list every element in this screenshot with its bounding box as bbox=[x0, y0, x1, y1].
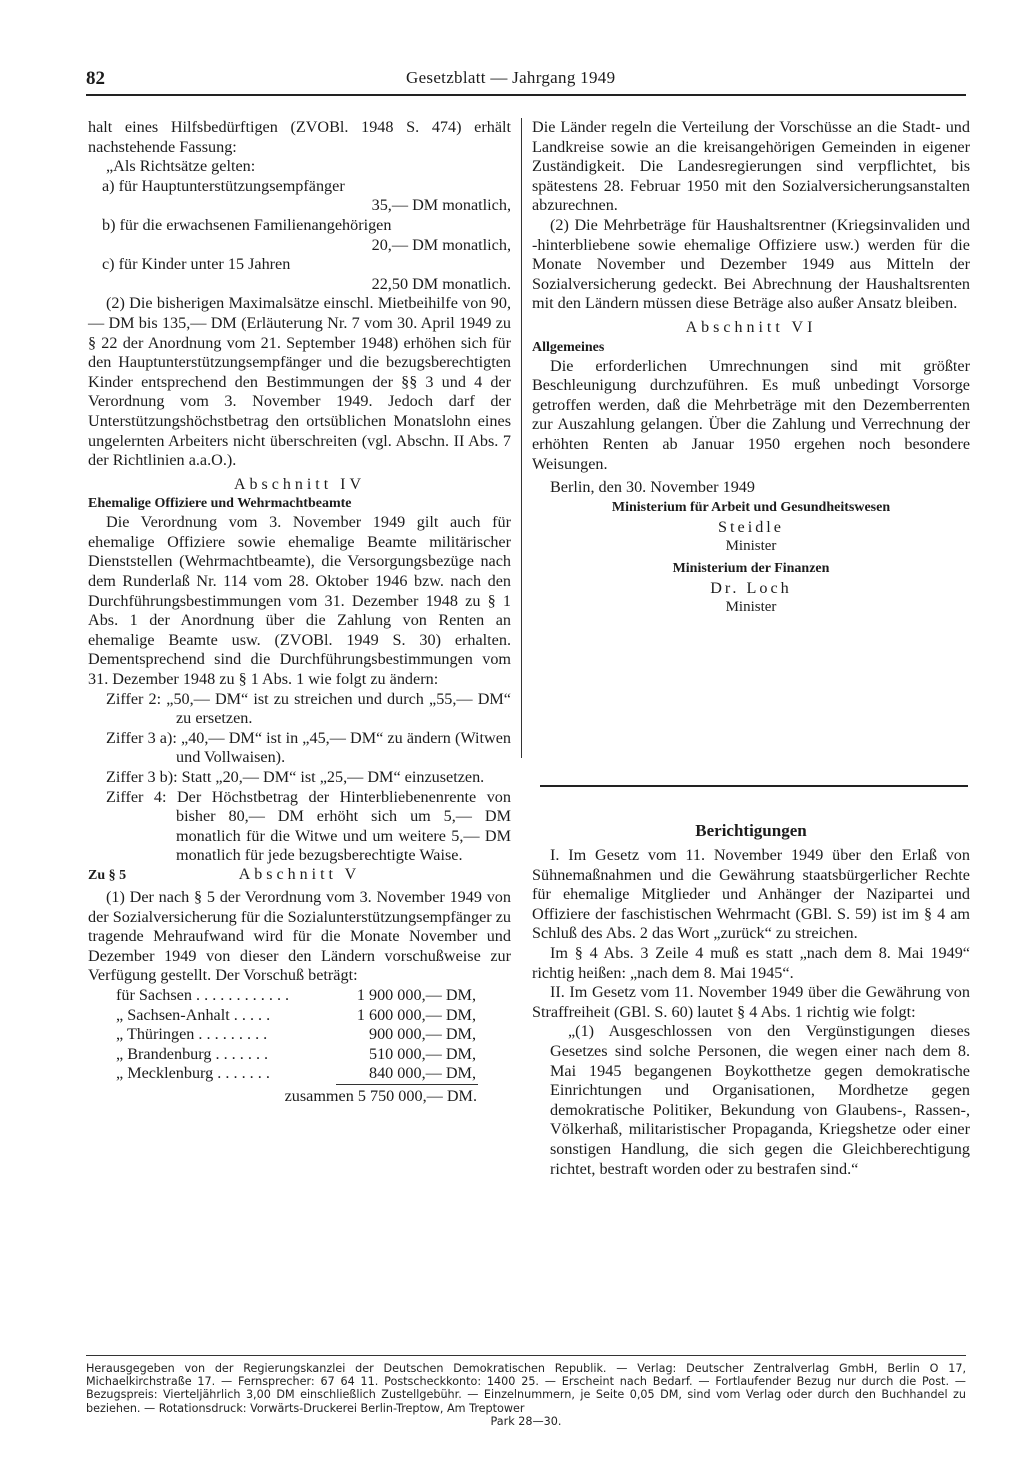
ministry-finance: Ministerium der Finanzen bbox=[672, 560, 830, 576]
state-amount: 840 000,— DM, bbox=[368, 1064, 476, 1083]
right-column bbox=[532, 118, 970, 616]
item-c-amount: 22,50 DM monatlich. bbox=[371, 274, 511, 293]
table-row bbox=[116, 1006, 476, 1026]
item-b-amount: 20,— DM monatlich, bbox=[371, 235, 511, 254]
table-row bbox=[116, 986, 476, 1006]
berichtigung-1: I. Im Gesetz vom 11. November 1949 über den Erlaß von Sühnemaßnahmen und die Gewährung staatsbürgerlicher Rechte für ehemalige Mitglieder und Anhänger der Nazipartei und Offiziere der faschistischen Wehrmacht (GBl. S. 59) ist im § 4 am Schluß des Abs. 2 das Wort „zurück“ zu streichen. bbox=[532, 846, 970, 943]
imprint-text: Herausgegeben von der Regierungskanzlei der Deutschen Demokratischen Republik. — Verlag: Deutscher Zentralverlag GmbH, Berlin O 17, Michaelkirchstraße 17. — Fernsprecher: 67 64 11. Postscheckkonto: 1400 25. — Erscheint nach Bedarf. — Fortlaufender Bezug nur durch die Post. — Bezugspreis: Vierteljährlich 3,00 DM einschließlich Zustellgebühr. — Einzelnummern, je Seite 0,05 DM, sind vom Verlag oder durch den Buchhandel zu beziehen. — Rotationsdruck: Vorwärts-Druckerei Berlin-Treptow, Am Treptower bbox=[86, 1362, 966, 1415]
imprint-footer bbox=[86, 1362, 966, 1428]
role-minister-1: Minister bbox=[725, 537, 777, 554]
header-rule bbox=[86, 94, 966, 96]
ziffer-3a: Ziffer 3 a): „40,— DM“ ist in „45,— DM“ zu ändern (Witwen und Vollwaisen). bbox=[106, 728, 511, 767]
signatory-steidle: Steidle bbox=[718, 517, 784, 536]
berichtigungen-separator bbox=[540, 785, 968, 787]
paragraph-vi: Die erforderlichen Umrechnungen sind mit größter Beschleunigung durchzuführen. Es muß unbedingt Vorsorge getroffen werden, daß die Mehrbeträge mit den Dezemberrenten zur Auszahlung gelangen. Über die Zahlung und Verrechnung der erhöhten Renten ab Januar 1950 ergehen noch besondere Weisungen. bbox=[532, 356, 970, 473]
journal-title: Gesetzblatt — Jahrgang 1949 bbox=[406, 68, 616, 87]
page-number: 82 bbox=[86, 68, 105, 89]
berichtigung-1b: Im § 4 Abs. 3 Zeile 4 muß es statt „nach dem 8. Mai 1949“ richtig heißen: „nach dem 8. Mai 1945“. bbox=[532, 943, 970, 982]
state-amount: 900 000,— DM, bbox=[368, 1025, 476, 1044]
date-line: Berlin, den 30. November 1949 bbox=[550, 478, 755, 497]
intro-paragraph: halt eines Hilfsbedürftigen (ZVOBl. 1948 S. 474) erhält nachstehende Fassung: bbox=[88, 118, 511, 156]
item-c: c) für Kinder unter 15 Jahren bbox=[102, 255, 291, 274]
state-label: „ Sachsen-Anhalt . . . . . bbox=[116, 1005, 271, 1024]
table-row bbox=[116, 1025, 476, 1045]
section-v-heading-row bbox=[88, 866, 511, 888]
footer-rule bbox=[86, 1355, 966, 1356]
left-column bbox=[88, 118, 511, 1107]
section-heading-iv: Abschnitt IV bbox=[233, 475, 366, 493]
subheading-vi: Allgemeines bbox=[532, 339, 605, 355]
berichtigung-2: II. Im Gesetz vom 11. November 1949 über die Gewährung von Straffreiheit (GBl. S. 60) lautet § 4 Abs. 1 richtig wie folgt: bbox=[532, 983, 970, 1021]
item-b: b) für die erwachsenen Familienangehörigen bbox=[102, 215, 392, 234]
berichtigungen-title: Berichtigungen bbox=[695, 821, 807, 840]
sum-total: zusammen 5 750 000,— DM. bbox=[284, 1086, 477, 1105]
imprint-last-line: Park 28—30. bbox=[490, 1414, 562, 1428]
paragraph-haushaltsrentner: (2) Die Mehrbeträge für Haushaltsrentner (Kriegsinvaliden und -hinterbliebene sowie ehemalige Offiziere usw.) werden für die Monate November und Dezember 1949 aus Mitteln der Sozialversicherung gedeckt. Bei Abrechnung der Haushaltsrenten mit den Ländern müssen diese Beträge also außer Ansatz bleiben. bbox=[532, 215, 970, 313]
state-label: für Sachsen . . . . . . . . . . . . bbox=[116, 985, 290, 1004]
state-label: „ Brandenburg . . . . . . . bbox=[116, 1044, 269, 1063]
item-a-amount: 35,— DM monatlich, bbox=[371, 196, 511, 215]
vorschuss-table bbox=[116, 986, 476, 1084]
item-a: a) für Hauptunterstützungsempfänger bbox=[102, 176, 345, 195]
state-label: „ Thüringen . . . . . . . . . bbox=[116, 1025, 268, 1044]
state-amount: 510 000,— DM, bbox=[368, 1044, 476, 1063]
ziffer-2: Ziffer 2: „50,— DM“ ist zu streichen und durch „55,— DM“ zu ersetzen. bbox=[106, 689, 511, 728]
column-divider bbox=[521, 118, 522, 758]
paragraph-laender: Die Länder regeln die Verteilung der Vorschüsse an die Stadt- und Landkreise sowie an die kreisangehörigen Gemeinden in eigener Zuständigkeit. Die Landesregierungen sind verpflichtet, bis spätestens 28. Februar 1950 mit den Sozialversicherungsanstalten abzurechnen. bbox=[532, 118, 970, 215]
table-row bbox=[116, 1045, 476, 1065]
berichtigungen-section bbox=[532, 820, 970, 1179]
ministry-labour: Ministerium für Arbeit und Gesundheitswesen bbox=[611, 499, 891, 515]
section-heading-v: Abschnitt V bbox=[238, 865, 361, 883]
state-amount: 1 900 000,— DM, bbox=[356, 985, 476, 1004]
signatory-loch: Dr. Loch bbox=[710, 578, 792, 597]
role-minister-2: Minister bbox=[725, 598, 777, 615]
zu-paragraph-5: Zu § 5 bbox=[88, 867, 127, 883]
page-header bbox=[86, 68, 966, 92]
table-row bbox=[116, 1064, 476, 1084]
ziffer-4: Ziffer 4: Der Höchstbetrag der Hinterbliebenenrente von bisher 80,— DM erhöht sich um 5,— DM monatlich für die Witwe und um weitere 5,— DM monatlich für jede bezugsberechtigte Waise. bbox=[106, 787, 511, 865]
state-label: „ Mecklenburg . . . . . . . bbox=[116, 1064, 270, 1083]
state-amount: 1 600 000,— DM, bbox=[356, 1005, 476, 1024]
subheading-iv: Ehemalige Offiziere und Wehrmachtbeamte bbox=[88, 496, 352, 512]
paragraph-iv: Die Verordnung vom 3. November 1949 gilt auch für ehemalige Offiziere sowie ehemalige Beamte militärischer Dienststellen (Wehrmachtbeamte), die Versorgungsbezüge nach dem Runderlaß Nr. 114 vom 28. Oktober 1946 bzw. nach den Durchführungsbestimmungen vom 31. Dezember 1948 zu § 1 Abs. 1 der Anordnung über die Zahlung von Renten an ehemalige Beamte usw. (ZVOBl. 1949 S. 30) erhalten. Dementsprechend sind die Durchführungsbestimmungen vom 31. Dezember 1948 zu § 1 Abs. 1 wie folgt zu ändern: bbox=[88, 513, 511, 689]
ziffer-3b: Ziffer 3 b): Statt „20,— DM“ ist „25,— DM“ einzusetzen. bbox=[106, 768, 485, 786]
section-heading-vi: Abschnitt VI bbox=[685, 318, 817, 336]
quoted-paragraph: „(1) Ausgeschlossen von den Vergünstigungen dieses Gesetzes sind solche Personen, die wegen einer nach dem 8. Mai 1945 begangenen Boykotthetze gegen demokratische Einrichtungen und Organisationen, Mordhetze gegen demokratische Politiker, Bekundung von Glaubens-, Rassen-, Völkerhaß, militaristischer Propaganda, Kriegshetze oder einer sonstigen Handlung, die sich gegen die Gleichberechtigung richtet, bestraft worden oder zu bestrafen sind.“ bbox=[550, 1022, 970, 1178]
richtsaetze-heading: „Als Richtsätze gelten: bbox=[106, 157, 256, 176]
paragraph-2: (2) Die bisherigen Maximalsätze einschl. Mietbeihilfe von 90,— DM bis 135,— DM (Erläuterung Nr. 7 vom 30. April 1949 zu § 22 der Anordnung vom 21. September 1948) erhöhen sich für den Hauptunterstützungsempfänger und die bezugsberechtigten Kinder entsprechend den Bestimmungen der §§ 3 und 4 der Verordnung vom 3. November 1949. Jedoch darf der Unterstützungshöchstbetrag den ortsüblichen Monatslohn eines ungelernten Arbeiters nicht überschreiten (vgl. Abschn. II Abs. 7 der Richtlinien a.a.O.). bbox=[88, 294, 511, 470]
paragraph-v: (1) Der nach § 5 der Verordnung vom 3. November 1949 von der Sozialversicherung für die Sozialunterstützungsempfänger zu tragende Mehraufwand wird für die Monate November und Dezember 1949 von dieser den Ländern vorschußweise zur Verfügung gestellt. Der Vorschuß beträgt: bbox=[88, 887, 511, 985]
